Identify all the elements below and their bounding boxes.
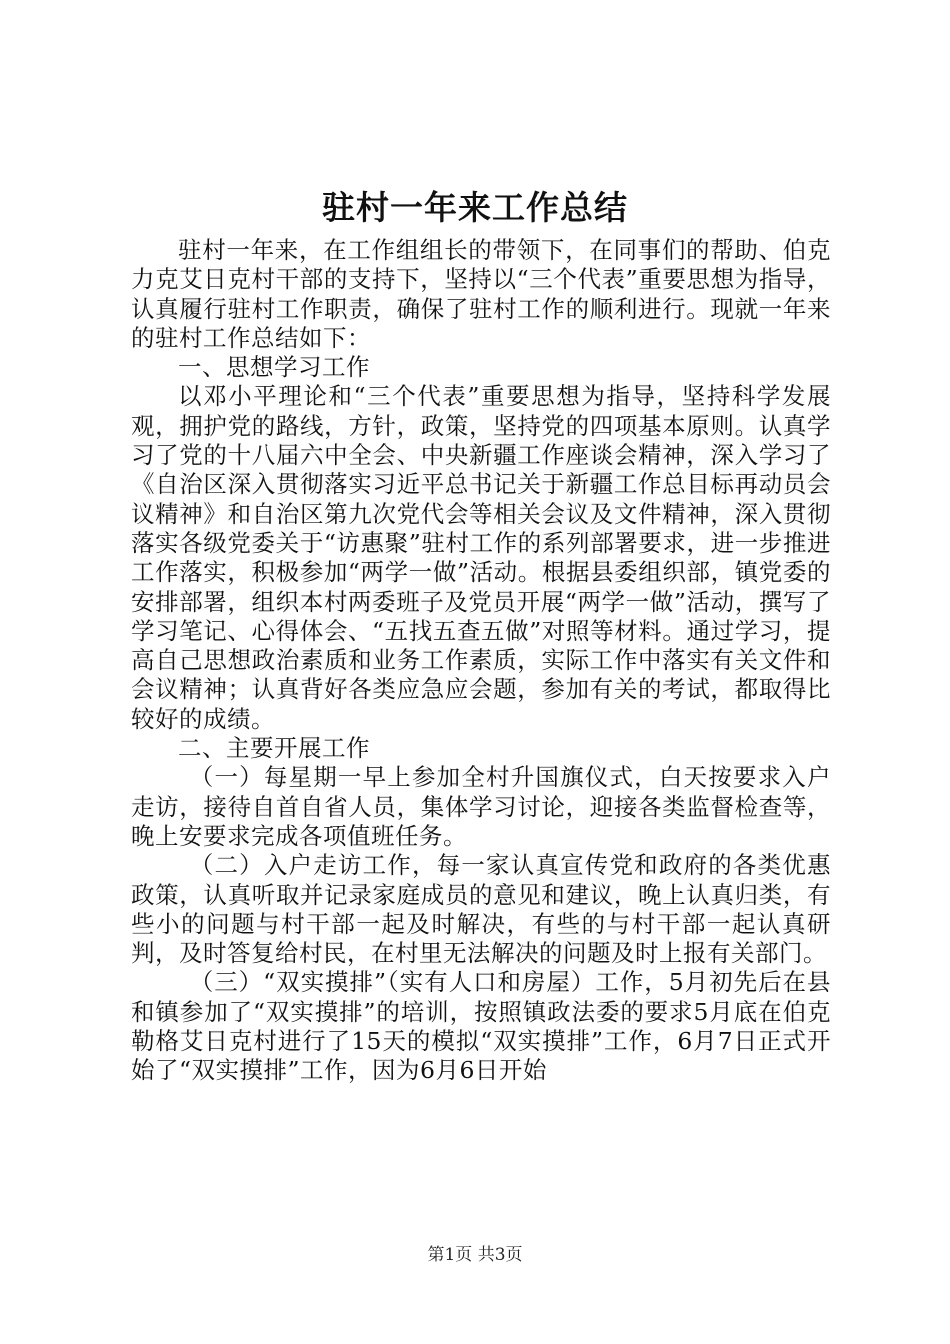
intro-paragraph: 驻村一年来，在工作组组长的带领下，在同事们的帮助、伯克力克艾日克村干部的支持下，坚持以“三个代表”重要思想为指导，认真履行驻村工作职责，确保了驻村工作的顺利进行。现就一年来的驻村工作总结如下： [131,236,831,352]
section-heading-main-work: 二、主要开展工作 [178,734,370,763]
section-heading-study: 一、思想学习工作 [178,353,370,382]
document-title: 驻村一年来工作总结 [322,188,628,227]
main-work-item-2: （二）入户走访工作，每一家认真宣传党和政府的各类优惠政策，认真听取并记录家庭成员的意见和建议，晚上认真归类，有些小的问题与村干部一起及时解决，有些的与村干部一起认真研判，及时答复给村民，在村里无法解决的问题及时上报有关部门。 [131,851,831,968]
page-number-footer: 第1页 共3页 [427,1245,523,1265]
study-paragraph: 以邓小平理论和“三个代表”重要思想为指导，坚持科学发展观，拥护党的路线，方针，政策，坚持党的四项基本原则。认真学习了党的十八届六中全会、中央新疆工作座谈会精神，深入学习了《自治区深入贯彻落实习近平总书记关于新疆工作总目标再动员会议精神》和自治区第九次党代会等相关会议及文件精神，深入贯彻落实各级党委关于“访惠聚”驻村工作的系列部署要求，进一步推进工作落实，积极参加“两学一做”活动。根据县委组织部，镇党委的安排部署，组织本村两委班子及党员开展“两学一做”活动，撰写了学习笔记、心得体会、“五找五查五做”对照等材料。通过学习，提高自己思想政治素质和业务工作素质，实际工作中落实有关文件和会议精神；认真背好各类应急应会题，参加有关的考试，都取得比较好的成绩。 [131,382,831,733]
main-work-item-1: （一）每星期一早上参加全村升国旗仪式，白天按要求入户走访，接待自首自省人员，集体学习讨论，迎接各类监督检查等，晚上安要求完成各项值班任务。 [131,763,831,850]
main-work-item-3: （三）“双实摸排”（实有人口和房屋）工作，5月初先后在县和镇参加了“双实摸排”的培训，按照镇政法委的要求5月底在伯克勒格艾日克村进行了15天的模拟“双实摸排”工作，6月7日正式开始了“双实摸排”工作，因为6月6日开始 [131,968,831,1085]
document-body [131,236,831,1086]
